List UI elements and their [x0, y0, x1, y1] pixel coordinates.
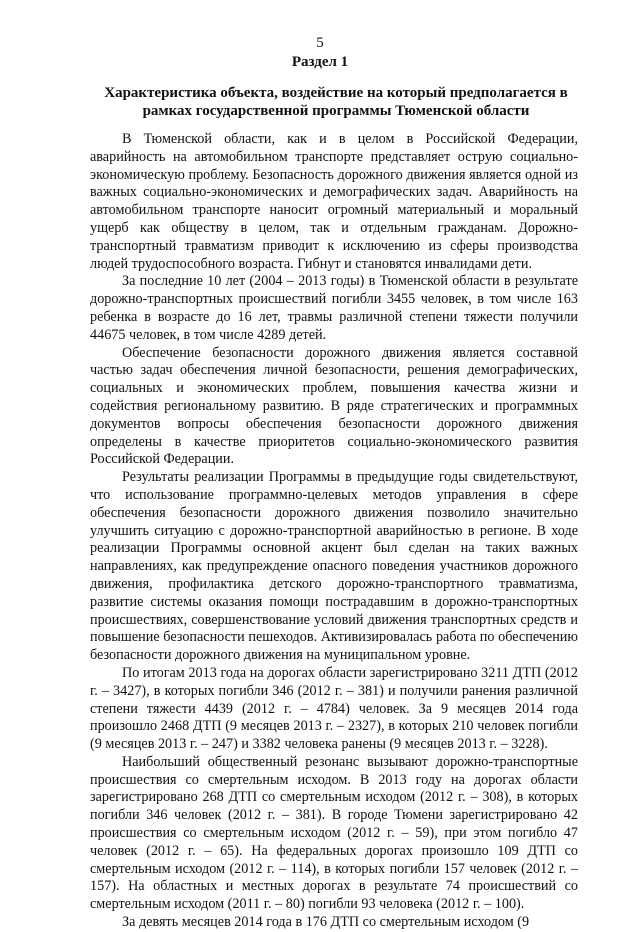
paragraph: По итогам 2013 года на дорогах области зарегистрировано 3211 ДТП (2012 г. – 3427), в которых погибли 346 (2012 г. – 381) и получили ранения различной степени тяжести 4439 (2012 г. – 4784) человек. За 9 месяцев 2014 года произошло 2468 ДТП (9 месяцев 2013 г. – 2327), в которых 210 человек погибли (9 месяцев 2013 г. – 247) и 3382 человека ранены (9 месяцев 2013 г. – 3228). [90, 664, 578, 753]
paragraph: За последние 10 лет (2004 – 2013 годы) в Тюменской области в результате дорожно-транспортных происшествий погибли 3455 человек, в том числе 163 ребенка в возрасте до 16 лет, травмы различной степени тяжести получили 44675 человек, в том числе 4289 детей. [90, 273, 578, 343]
paragraph: За девять месяцев 2014 года в 176 ДТП со смертельным исходом (9 [122, 914, 530, 931]
paragraph: Результаты реализации Программы в предыдущие годы свидетельствуют, что использование программно-целевых методов управления в сфере обеспечения безопасности дорожного движения позволило значительно улучшить ситуацию с дорожно-транспортной аварийностью в регионе. В ходе реализации Программы основной акцент был сделан на таких важных направлениях, как предупреждение опасного поведения участников дорожного движения, профилактика детского дорожно-транспортного травматизма, развитие системы оказания помощи пострадавшим в дорожно-транспортных происшествиях, совершенствование условий движения транспортных средств и повышение безопасности пешеходов. Активизировалась работа по обеспечению безопасности дорожного движения на муниципальном уровне. [90, 469, 578, 664]
paragraph: Обеспечение безопасности дорожного движения является составной частью задач обеспечения личной безопасности, решения демографических, социальных и экономических проблем, повышения качества жизни и содействия региональному развитию. В ряде стратегических и программных документов вопросы обеспечения безопасности дорожного движения определены в качестве приоритетов социально-экономического развития Российской Федерации. [90, 344, 578, 468]
page-number: 5 [316, 35, 324, 51]
section-heading: Характеристика объекта, воздействие на который предполагается в рамках государственной программы Тюменской области [104, 85, 568, 119]
paragraph: Наибольший общественный резонанс вызывают дорожно-транспортные происшествия со смертельным исходом. В 2013 году на дорогах области зарегистрировано 268 ДТП со смертельным исходом (2012 г. – 308), в которых погибли 346 человек (2012 г. – 381). В городе Тюмени зарегистрировано 42 происшествия со смертельным исходом (2012 г. – 59), при этом погибло 47 человек (2012 г. – 65). На федеральных дорогах произошло 109 ДТП со смертельным исходом (2012 г. – 114), в которых погибли 157 человек (2012 г. – 157). На областных и местных дорогах в результате 74 происшествий со смертельным исходом (2011 г. – 80) погибли 93 человека (2012 г. – 100). [90, 753, 578, 913]
section-title: Раздел 1 [291, 54, 349, 70]
paragraph: В Тюменской области, как и в целом в Российской Федерации, аварийность на автомобильном транспорте представляет острую социально-экономическую проблему. Безопасность дорожного движения является одной из важных социально-экономических и демографических задач. Аварийность на автомобильном транспорте наносит огромный материальный и моральный ущерб как обществу в целом, так и отдельным гражданам. Дорожно-транспортный травматизм приводит к исключению из сферы производства людей трудоспособного возраста. Гибнут и становятся инвалидами дети. [90, 131, 578, 272]
body-text [90, 131, 578, 932]
